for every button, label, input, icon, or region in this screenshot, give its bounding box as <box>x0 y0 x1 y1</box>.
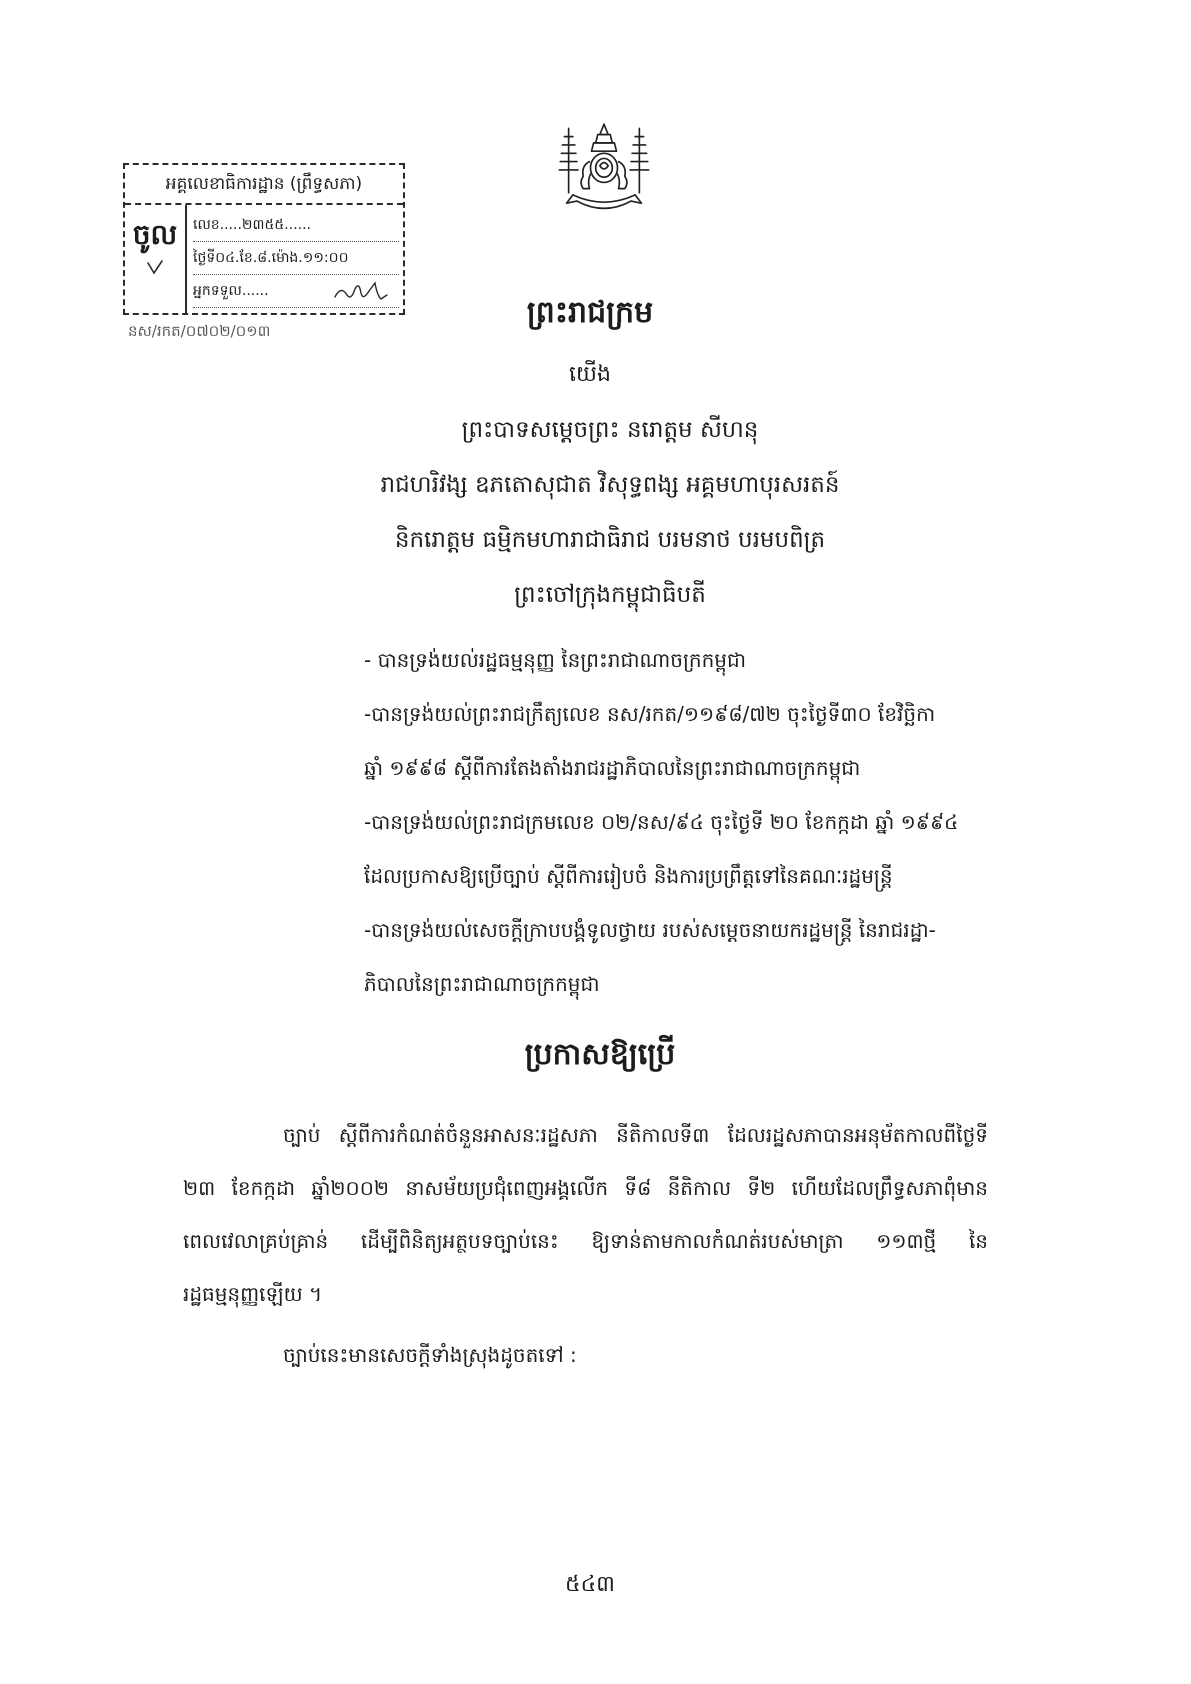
preamble-line: -បានទ្រង់យល់សេចក្តីក្រាបបង្គំទូលថ្វាយ របស់សម្តេចនាយករដ្ឋមន្ត្រី នៃរាជរដ្ឋា- <box>364 918 936 942</box>
stamp-date-row <box>193 242 399 275</box>
preamble-line: -បានទ្រង់យល់ព្រះរាជក្រឹត្យលេខ នស/រកត/១១៩៨/៧២ ចុះថ្ងៃទី៣០ ខែវិច្ឆិកា <box>364 702 936 726</box>
stamp-number: លេខ.....២៣៥៥...... <box>193 217 311 233</box>
paragraph-line: រដ្ឋធម្មនុញ្ញឡើយ ។ <box>183 1282 323 1306</box>
stamp-in-label: ចូល <box>132 218 178 251</box>
preamble-line: ភិបាលនៃព្រះរាជាណាចក្រកម្ពុជា <box>364 972 600 996</box>
king-title-line: រាជហរិវង្ស ឧភតោសុជាត វិសុទ្ធពង្ស អគ្គមហាបុរសរតន៍ <box>380 472 840 498</box>
promulgation-paragraph <box>183 1109 988 1321</box>
preamble-line: ឆ្នាំ ១៩៩៨ ស្តីពីការតែងតាំងរាជរដ្ឋាភិបាលនៃព្រះរាជាណាចក្រកម្ពុជា <box>364 756 861 780</box>
promulgation-heading: ប្រកាសឱ្យប្រើ <box>524 1037 676 1072</box>
preamble-line: ដែលប្រកាសឱ្យប្រើច្បាប់ ស្តីពីការរៀបចំ និងការប្រព្រឹត្តទៅនៃគណៈរដ្ឋមន្ត្រី <box>364 864 893 888</box>
closing-line: ច្បាប់នេះមានសេចក្តីទាំងស្រុងដូចតទៅ : <box>283 1343 577 1367</box>
receiving-stamp <box>123 163 405 315</box>
reference-number: នស/រកត/០៧០២/០១៣ <box>128 322 271 340</box>
stamp-number-row <box>193 209 399 242</box>
signature-icon <box>331 277 391 305</box>
page-number: ៥៤៣ <box>565 1572 615 1597</box>
stamp-receiver: អ្នកទទួល...... <box>193 283 269 299</box>
stamp-receiver-row <box>193 275 399 308</box>
stamp-date: ថ្ងៃទី០៤.ខែ.៨.ម៉ោង.១១:០០ <box>193 250 349 266</box>
tick-mark-icon <box>144 259 166 277</box>
royal-arms-icon <box>552 120 656 224</box>
king-title-line: និករោត្តម ធម្មិកមហារាជាធិរាជ បរមនាថ បរមបពិត្រ <box>394 527 826 553</box>
king-title-line: ព្រះបាទសម្តេចព្រះ នរោត្តម សីហនុ <box>461 417 759 443</box>
stamp-in-box <box>125 205 187 313</box>
stamp-fields <box>193 209 399 308</box>
paragraph-line: ច្បាប់ ស្តីពីការកំណត់ចំនួនអាសនៈរដ្ឋសភា នីតិកាលទី៣ ដែលរដ្ឋសភាបានអនុម័តកាលពីថ្ងៃទី <box>283 1123 988 1147</box>
king-title-line: ព្រះចៅក្រុងកម្ពុជាធិបតី <box>514 582 706 608</box>
paragraph-line: ពេលវេលាគ្រប់គ្រាន់ ដើម្បីពិនិត្យអត្ថបទច្បាប់នេះ ឱ្យទាន់តាមកាលកំណត់របស់មាត្រា ១១៣ថ្មី នៃ <box>183 1229 988 1253</box>
preamble-list <box>364 633 990 1011</box>
stamp-header: អគ្គលេខាធិការដ្ឋាន (ព្រឹទ្ធសភា) <box>125 165 403 205</box>
page-title: ព្រះរាជក្រម <box>526 295 654 330</box>
paragraph-line: ២៣ ខែកក្កដា ឆ្នាំ២០០២ នាសម័យប្រជុំពេញអង្គលើក ទី៨ នីតិកាល ទី២ ហើយដែលព្រឹទ្ធសភាពុំមាន <box>183 1176 988 1200</box>
preamble-line: -បានទ្រង់យល់ព្រះរាជក្រមលេខ ០២/នស/៩៤ ចុះថ្ងៃទី ២០ ខែកក្កដា ឆ្នាំ ១៩៩៤ <box>364 810 959 834</box>
we-line: យើង <box>569 362 611 387</box>
preamble-line: - បានទ្រង់យល់រដ្ឋធម្មនុញ្ញ នៃព្រះរាជាណាចក្រកម្ពុជា <box>364 648 747 672</box>
